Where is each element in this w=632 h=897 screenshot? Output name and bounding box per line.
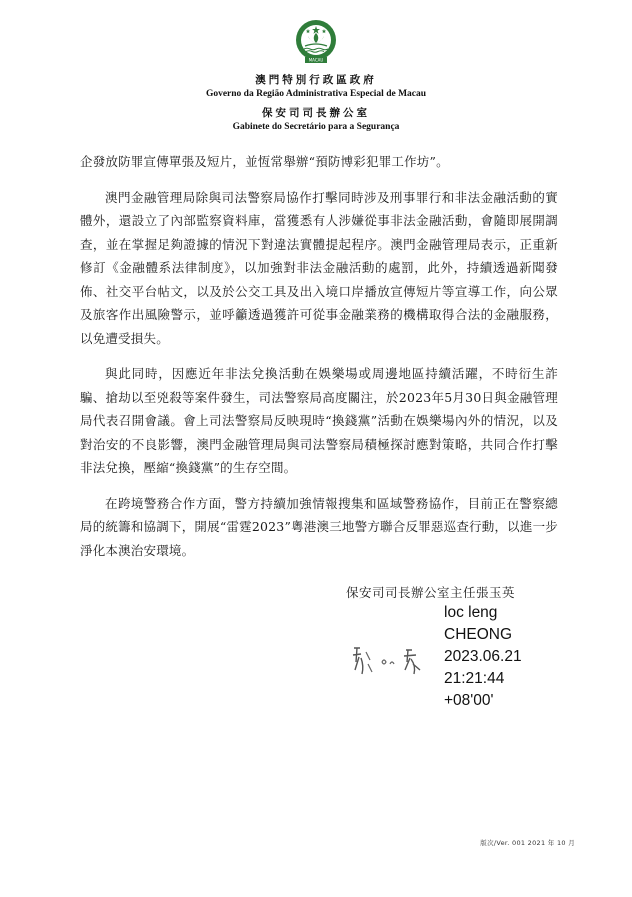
digital-signature-time: 21:21:44 <box>444 670 505 687</box>
digital-signature-timezone: +08'00' <box>444 692 494 709</box>
letterhead <box>0 18 632 132</box>
body-paragraph: 澳門金融管理局除與司法警察局協作打擊同時涉及刑事罪行和非法金融活動的實體外，還設立了內部監察資料庫，當獲悉有人涉嫌從事非法金融活動，會隨即展開調查，並在掌握足夠證據的情況下對違法實體提起程序。澳門金融管理局表示，正重新修訂《金融體系法律制度》，以加強對非法金融活動的處罰，此外，持續透過新聞發佈、社交平台帖文，以及於公交工具及出入境口岸播放宣傳短片等宣導工作，向公眾及旅客作出風險警示，並呼籲透過獲許可從事金融業務的機構取得合法的金融服務，以免遭受損失。 <box>80 189 558 346</box>
body-paragraph: 企發放防罪宣傳單張及短片，並恆常舉辦“預防博彩犯罪工作坊”。 <box>80 154 449 169</box>
body-paragraph: 在跨境警務合作方面，警方持續加強情報搜集和區域警務協作，目前正在警察總局的統籌和協調下，開展“雷霆2023”粵港澳三地警方聯合反罪惡巡查行動，以進一步淨化本澳治安環境。 <box>80 495 558 558</box>
handwritten-signature <box>350 640 440 684</box>
government-name-portuguese: Governo da Região Administrativa Especial de Macau <box>205 89 427 99</box>
government-name-chinese: 澳門特別行政區政府 <box>255 74 377 86</box>
macau-sar-emblem-icon <box>290 18 342 66</box>
signer-title: 保安司司長辦公室主任張玉英 <box>346 585 516 600</box>
digital-signature-block <box>444 602 522 712</box>
digital-signature-date: 2023.06.21 <box>444 648 522 665</box>
office-name-chinese: 保安司司長辦公室 <box>262 107 370 119</box>
digital-signature-name-line1: loc leng <box>444 604 498 621</box>
version-footer: 版次/Ver. 001 2021 年 10 月 <box>480 839 575 847</box>
letter-body <box>80 150 558 574</box>
digital-signature-name-line2: CHEONG <box>444 626 513 643</box>
emblem-banner-text: MACAU <box>308 57 324 63</box>
office-name-portuguese: Gabinete do Secretário para a Segurança <box>232 122 400 132</box>
body-paragraph: 與此同時，因應近年非法兌換活動在娛樂場或周邊地區持續活躍，不時衍生詐騙、搶劫以至兇殺等案件發生，司法警察局高度關注，於2023年5月30日與金融管理局代表召開會議。會上司法警察局反映現時“換錢黨”活動在娛樂場內外的情況，以及對治安的不良影響，澳門金融管理局與司法警察局積極探討應對策略，共同合作打擊非法兌換，壓縮“換錢黨”的生存空間。 <box>80 366 558 475</box>
